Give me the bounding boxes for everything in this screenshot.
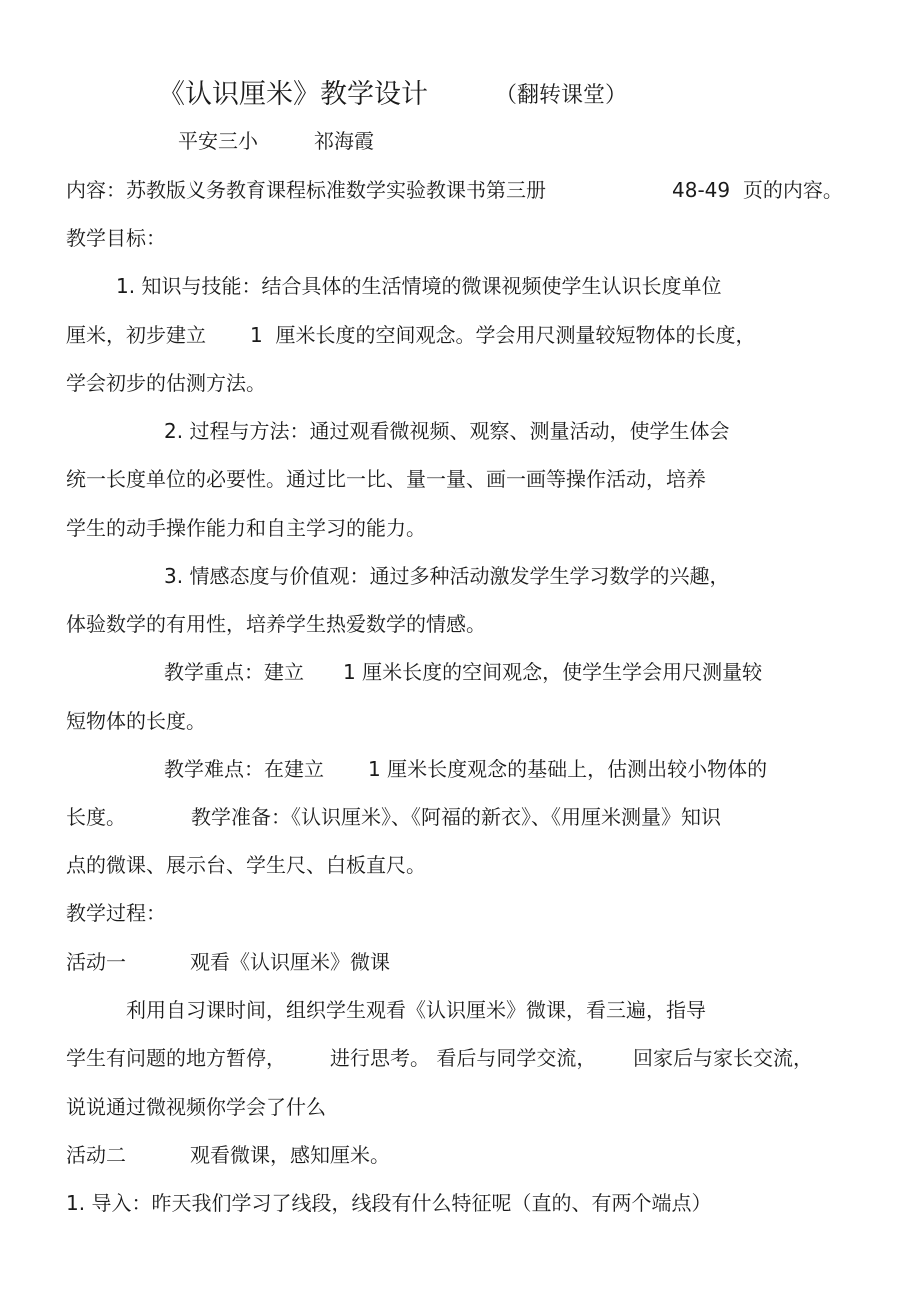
activity2-title: 观看微课，感知厘米。 xyxy=(190,1143,390,1167)
content-pages: 48-49 页的内容。 xyxy=(672,178,843,202)
key-point-line1a: 教学重点：建立 xyxy=(164,660,304,684)
difficulty-line2: 长度。 xyxy=(66,805,126,829)
activity1-para-line2b: 进行思考。 看后与同学交流， xyxy=(330,1046,597,1070)
goal2-line2: 统一长度单位的必要性。通过比一比、量一量、画一画等操作活动，培养 xyxy=(66,467,706,491)
goal1-line1: 1. 知识与技能：结合具体的生活情境的微课视频使学生认识长度单位 xyxy=(116,274,722,298)
goal3-line2: 体验数学的有用性，培养学生热爱数学的情感。 xyxy=(66,612,486,636)
goals-heading: 教学目标： xyxy=(66,226,166,250)
activity1-para-line3: 说说通过微视频你学会了什么 xyxy=(66,1095,326,1119)
key-point-line2: 短物体的长度。 xyxy=(66,709,206,733)
key-point-line1b: 1 厘米长度的空间观念，使学生学会用尺测量较 xyxy=(343,660,763,684)
content-line: 内容：苏教版义务教育课程标准数学实验教课书第三册 xyxy=(66,178,546,202)
goal2-line3: 学生的动手操作能力和自主学习的能力。 xyxy=(66,516,426,540)
activity1-para-line1: 利用自习课时间，组织学生观看《认识厘米》微课，看三遍，指导 xyxy=(126,998,706,1022)
difficulty-line1a: 教学难点：在建立 xyxy=(164,757,324,781)
intro-line: 1. 导入：昨天我们学习了线段，线段有什么特征呢（直的、有两个端点） xyxy=(66,1191,712,1215)
difficulty-line1b: 1 厘米长度观念的基础上，估测出较小物体的 xyxy=(368,757,768,781)
preparation-line1: 教学准备：《认识厘米》、《阿福的新衣》、《用厘米测量》知识 xyxy=(191,805,721,829)
activity2-label: 活动二 xyxy=(66,1143,126,1167)
goal1-line2b: 1 厘米长度的空间观念。学会用尺测量较短物体的长度， xyxy=(250,323,756,347)
doc-title: 《认识厘米》教学设计 xyxy=(158,79,428,110)
preparation-line2: 点的微课、展示台、学生尺、白板直尺。 xyxy=(66,853,426,877)
activity1-para-line2a: 学生有问题的地方暂停， xyxy=(66,1046,286,1070)
goal3-line1: 3. 情感态度与价值观：通过多种活动激发学生学习数学的兴趣， xyxy=(164,564,730,588)
goal1-line2a: 厘米，初步建立 xyxy=(66,323,206,347)
author-name: 祁海霞 xyxy=(314,129,374,153)
activity1-label: 活动一 xyxy=(66,950,126,974)
goal1-line3: 学会初步的估测方法。 xyxy=(66,371,266,395)
goal2-line1: 2. 过程与方法：通过观看微视频、观察、测量活动，使学生体会 xyxy=(164,419,730,443)
activity1-title: 观看《认识厘米》微课 xyxy=(190,950,390,974)
process-heading: 教学过程： xyxy=(66,901,166,925)
activity1-para-line2c: 回家后与家长交流， xyxy=(633,1046,813,1070)
doc-title-note: （翻转课堂） xyxy=(495,83,628,108)
school-name: 平安三小 xyxy=(178,129,258,153)
